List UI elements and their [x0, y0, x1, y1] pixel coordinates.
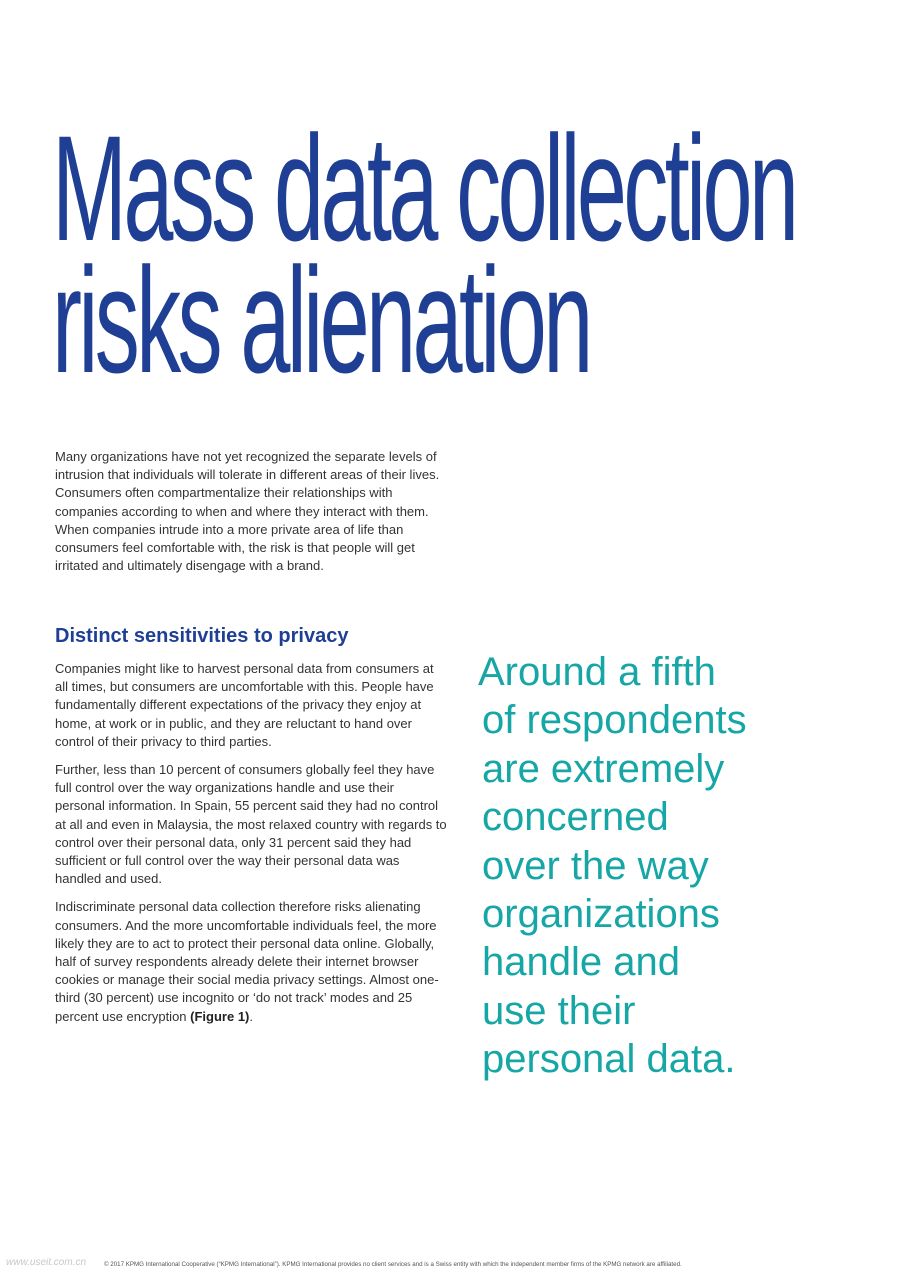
- copyright-footer: © 2017 KPMG International Cooperative (“KPMG International”). KPMG International provides no client services and is a Swiss entity with which the independent member firms of the KPMG network are affiliated.: [104, 1261, 682, 1268]
- section-heading: Distinct sensitivities to privacy: [55, 625, 349, 647]
- body-paragraph-1: Companies might like to harvest personal data from consumers at all times, but consumers are uncomfortable with this. People have fundamentally different expectations of the privacy they enjoy at home, at work or in public, and they are reluctant to hand over control of their privacy to third parties.: [55, 661, 434, 749]
- pull-quote: [478, 648, 888, 1084]
- watermark: www.useit.com.cn: [6, 1257, 87, 1268]
- pull-quote-line: use their: [482, 988, 636, 1033]
- title-line-2: risks alienation: [52, 236, 590, 404]
- body-paragraph-3-text: Indiscriminate personal data collection therefore risks alienating consumers. And the more uncomfortable individuals feel, the more likely they are to act to protect their personal data online. Globally, half of survey respondents already delete their internet browser cookies or manage their social media privacy settings. Almost one-third (30 percent) use incognito or ‘do not track’ modes and 25 percent use encryption: [55, 899, 439, 1024]
- page-title: [52, 104, 796, 404]
- pull-quote-line: Around a fifth: [478, 650, 716, 694]
- pull-quote-line: are extremely: [482, 746, 725, 791]
- figure-reference: (Figure 1): [190, 1008, 250, 1024]
- pull-quote-line: concerned: [482, 795, 669, 840]
- pull-quote-line: organizations: [482, 892, 720, 937]
- title-line-1: Mass data collection: [52, 104, 796, 272]
- pull-quote-line: over the way: [482, 843, 709, 888]
- pull-quote-line: personal data.: [482, 1037, 736, 1082]
- pull-quote-line: handle and: [482, 940, 680, 985]
- body-paragraph-3: [55, 898, 447, 1025]
- body-column: [55, 660, 447, 1036]
- body-paragraph-3-end: .: [249, 1008, 254, 1024]
- body-paragraph-2: Further, less than 10 percent of consumers globally feel they have full control over the way organizations handle and use their personal information. In Spain, 55 percent said they had no control at all and even in Malaysia, the most relaxed country with regards to control over their personal data, only 31 percent said they had sufficient or full control over the way their personal data was handled and used.: [55, 762, 447, 887]
- pull-quote-line: of respondents: [482, 698, 747, 743]
- intro-paragraph: Many organizations have not yet recognized the separate levels of intrusion that individuals will tolerate in different areas of their lives. Consumers often compartmentalize their relationships with companies according to when and where they interact with them. When companies intrude into a more private area of life than consumers feel comfortable with, the risk is that people will get irritated and ultimately disengage with a brand.: [55, 449, 440, 574]
